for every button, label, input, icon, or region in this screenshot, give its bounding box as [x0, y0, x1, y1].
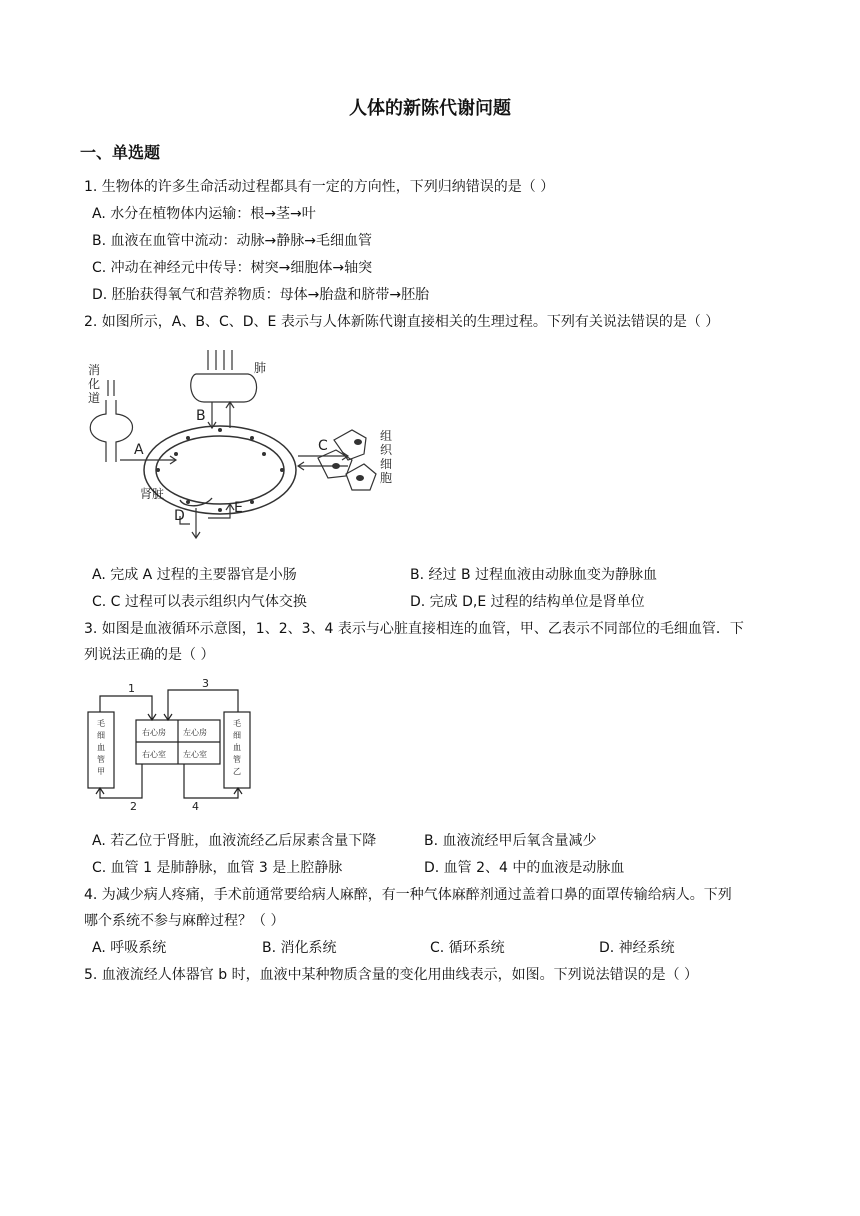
question-4-option-b: B. 消化系统	[262, 940, 337, 956]
question-3-option-b: B. 血液流经甲后氧含量减少	[424, 833, 597, 849]
letter-a: A	[134, 442, 144, 458]
letter-b: B	[196, 408, 206, 424]
digestive-label-1: 消	[88, 363, 101, 377]
letter-d: D	[174, 508, 185, 524]
letter-e: E	[234, 500, 243, 516]
question-4-option-a: A. 呼吸系统	[92, 940, 167, 956]
question-3-option-d: D. 血管 2、4 中的血液是动脉血	[424, 860, 625, 876]
cap-a-char-3: 血	[97, 743, 105, 752]
vessel-2	[100, 764, 142, 798]
kidney-label: 肾脏	[140, 487, 165, 501]
circulation-diagram	[80, 676, 270, 816]
page-title: 人体的新陈代谢问题	[349, 98, 511, 119]
cap-b-char-3: 血	[233, 743, 241, 752]
digestive-tract-shape	[90, 400, 106, 454]
cap-b-char-1: 毛	[233, 719, 241, 728]
blood-vessel-ring	[144, 426, 296, 514]
cap-a-char-2: 细	[97, 731, 105, 740]
chamber-right-atrium: 右心房	[142, 728, 166, 737]
tissue-label-2: 织	[380, 443, 393, 457]
section-heading: 一、单选题	[80, 143, 161, 162]
vessel-4	[184, 764, 238, 798]
question-3-stem-line-2: 列说法正确的是（ ）	[84, 647, 215, 663]
question-4-option-d: D. 神经系统	[599, 940, 675, 956]
chamber-left-atrium: 左心房	[183, 728, 207, 737]
question-1-option-b: B. 血液在血管中流动：动脉→静脉→毛细血管	[92, 233, 372, 249]
lung-shape	[191, 374, 257, 402]
lung-label: 肺	[254, 361, 267, 375]
question-1-option-d: D. 胚胎获得氧气和营养物质：母体→胎盘和脐带→胚胎	[92, 287, 430, 303]
question-5-stem: 5. 血液流经人体器官 b 时，血液中某种物质含量的变化用曲线表示，如图。下列说法错误的是（ ）	[84, 967, 699, 983]
question-3-option-c: C. 血管 1 是肺静脉，血管 3 是上腔静脉	[92, 860, 343, 876]
tissue-label-3: 细	[380, 457, 393, 471]
question-1-option-c: C. 冲动在神经元中传导：树突→细胞体→轴突	[92, 260, 373, 276]
question-3-stem-line-1: 3. 如图是血液循环示意图，1、2、3、4 表示与心脏直接相连的血管，甲、乙表示不同部位的毛细血管．下	[84, 621, 744, 637]
vessel-number-3: 3	[202, 677, 209, 690]
digestive-label-3: 道	[88, 391, 101, 405]
question-4-stem-line-2: 哪个系统不参与麻醉过程？（ ）	[84, 913, 285, 929]
cap-b-char-5: 乙	[233, 767, 241, 776]
vessel-number-4: 4	[192, 800, 199, 813]
question-2-option-a: A. 完成 A 过程的主要器官是小肠	[92, 567, 297, 583]
vessel-1	[100, 696, 152, 720]
cap-a-char-1: 毛	[97, 719, 105, 728]
question-2-option-d: D. 完成 D,E 过程的结构单位是肾单位	[410, 594, 645, 610]
question-2-option-c: C. C 过程可以表示组织内气体交换	[92, 594, 307, 610]
question-4-stem-line-1: 4. 为减少病人疼痛，手术前通常要给病人麻醉，有一种气体麻醉剂通过盖着口鼻的面罩传输给病人。下列	[84, 887, 732, 903]
chamber-right-ventricle: 右心室	[142, 750, 166, 759]
question-2-option-b: B. 经过 B 过程血液由动脉血变为静脉血	[410, 567, 658, 583]
cap-a-char-5: 甲	[97, 767, 105, 776]
vessel-number-1: 1	[128, 682, 135, 695]
cap-a-char-4: 管	[97, 755, 105, 764]
cap-b-char-4: 管	[233, 755, 241, 764]
question-4-option-c: C. 循环系统	[430, 940, 505, 956]
letter-c: C	[318, 438, 328, 454]
question-2-stem: 2. 如图所示，A、B、C、D、E 表示与人体新陈代谢直接相关的生理过程。下列有关说法错误的是（ ）	[84, 314, 720, 330]
chamber-left-ventricle: 左心室	[183, 750, 207, 759]
cap-b-char-2: 细	[233, 731, 241, 740]
question-3-option-a: A. 若乙位于肾脏，血液流经乙后尿素含量下降	[92, 833, 377, 849]
digestive-label-2: 化	[88, 377, 101, 391]
metabolism-diagram	[76, 342, 416, 552]
tissue-label-4: 胞	[380, 471, 393, 485]
vessel-number-2: 2	[130, 800, 137, 813]
vessel-3	[168, 690, 238, 720]
question-1-option-a: A. 水分在植物体内运输：根→茎→叶	[92, 206, 316, 222]
question-1-stem: 1. 生物体的许多生命活动过程都具有一定的方向性，下列归纳错误的是（ ）	[84, 179, 555, 195]
tissue-label-1: 组	[380, 429, 393, 443]
